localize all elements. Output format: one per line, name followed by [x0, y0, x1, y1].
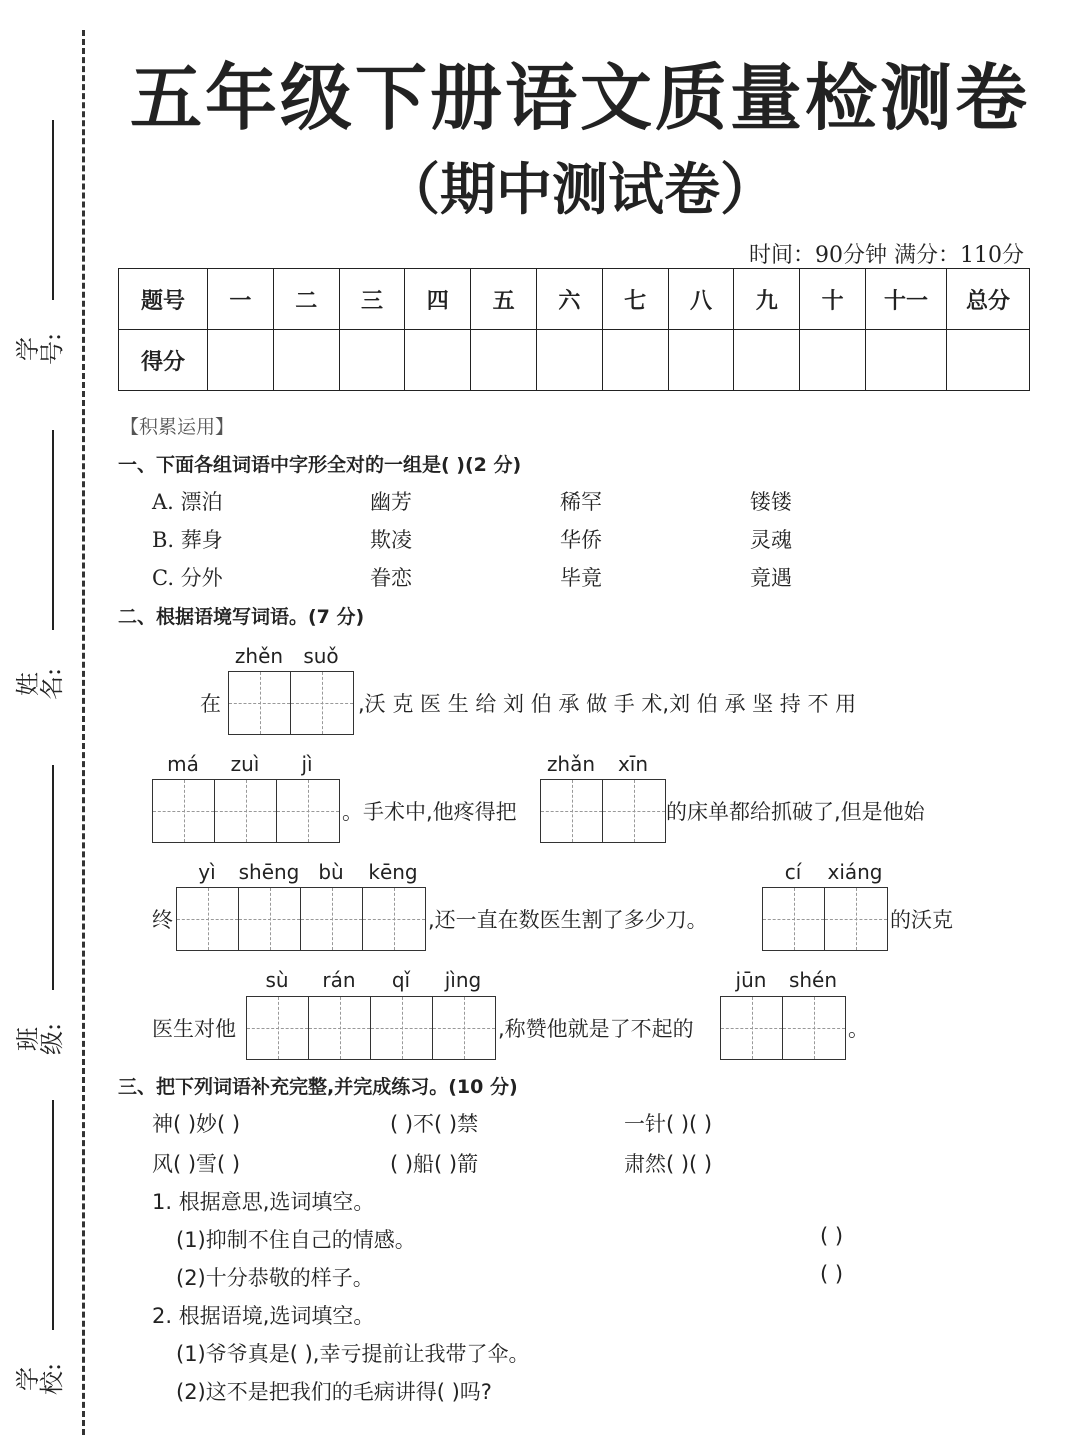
score-row-label: 得分 — [119, 330, 208, 391]
q1-option: 灵魂 — [750, 528, 792, 552]
q2-text: 终 — [152, 908, 173, 932]
pinyin: sù — [265, 968, 289, 992]
page-subtitle: （期中测试卷） — [384, 157, 776, 223]
q1-option: 欺凌 — [370, 528, 412, 552]
q3-sub2-item[interactable]: (2)这不是把我们的毛病讲得( )吗? — [176, 1380, 492, 1404]
answer-paren[interactable]: ( ) — [820, 1224, 844, 1248]
score-cell[interactable] — [208, 330, 274, 391]
score-cell[interactable] — [602, 330, 668, 391]
writing-grid[interactable] — [152, 779, 340, 843]
pinyin: yì — [198, 860, 216, 884]
q3-fill-item[interactable]: 肃然( )( ) — [624, 1152, 713, 1176]
score-header-cell: 总分 — [947, 269, 1030, 330]
q3-sub2: 2. 根据语境,选词填空。 — [152, 1304, 375, 1328]
score-header-cell: 四 — [405, 269, 471, 330]
writing-grid[interactable] — [540, 779, 666, 843]
q1-option: 镂镂 — [750, 490, 792, 514]
q2-text: 。手术中,他疼得把 — [342, 800, 517, 824]
score-header-cell: 九 — [734, 269, 800, 330]
score-cell[interactable] — [405, 330, 471, 391]
pinyin: zhěn — [234, 644, 284, 668]
q3-fill-item[interactable]: 一针( )( ) — [624, 1112, 713, 1136]
q3-sub1-item: (2)十分恭敬的样子。 — [176, 1266, 374, 1290]
q3-sub1-item: (1)抑制不住自己的情感。 — [176, 1228, 416, 1252]
q1-option: 稀罕 — [560, 490, 602, 514]
q1-option: 幽芳 — [370, 490, 412, 514]
score-cell[interactable] — [947, 330, 1030, 391]
q2-text: 医生对他 — [152, 1017, 236, 1041]
q3-sub2-item[interactable]: (1)爷爷真是( ),幸亏提前让我带了伞。 — [176, 1342, 530, 1366]
student-no-label: 学号: — [14, 332, 66, 366]
pinyin: zuì — [230, 752, 260, 776]
pinyin: má — [167, 752, 199, 776]
q3-fill-item[interactable]: 风( )雪( ) — [152, 1152, 241, 1176]
school-line — [52, 1100, 54, 1330]
score-cell[interactable] — [273, 330, 339, 391]
score-cell[interactable] — [800, 330, 866, 391]
score-header-row — [119, 269, 1030, 330]
pinyin: qǐ — [391, 968, 411, 992]
score-header-cell: 十一 — [866, 269, 947, 330]
q2-title: 二、根据语境写词语。(7 分) — [118, 606, 365, 628]
pinyin: zhǎn — [546, 752, 596, 776]
score-cell[interactable] — [339, 330, 405, 391]
pinyin: shēng — [238, 860, 300, 884]
writing-grid[interactable] — [762, 887, 888, 951]
score-cell[interactable] — [471, 330, 537, 391]
q1-option: C. 分外 — [152, 566, 223, 590]
score-table — [118, 268, 1030, 391]
pinyin: jì — [301, 752, 313, 776]
q2-text: ,沃 克 医 生 给 刘 伯 承 做 手 术,刘 伯 承 坚 持 不 用 — [358, 692, 857, 716]
q2-text: 。 — [848, 1017, 869, 1041]
q3-fill-item[interactable]: 神( )妙( ) — [152, 1112, 241, 1136]
class-line — [52, 765, 54, 990]
score-header-cell: 五 — [471, 269, 537, 330]
writing-grid[interactable] — [176, 887, 426, 951]
pinyin: rán — [322, 968, 356, 992]
q3-fill-item[interactable]: ( )船( )箭 — [390, 1152, 479, 1176]
score-header-cell: 题号 — [119, 269, 208, 330]
score-cell[interactable] — [866, 330, 947, 391]
score-header-cell: 七 — [602, 269, 668, 330]
score-header-cell: 六 — [536, 269, 602, 330]
pinyin: jūn — [735, 968, 767, 992]
q3-sub1: 1. 根据意思,选词填空。 — [152, 1190, 375, 1214]
answer-paren[interactable]: ( ) — [820, 1262, 844, 1286]
class-label: 班级: — [14, 1022, 66, 1056]
q2-text: ,还一直在数医生割了多少刀。 — [428, 908, 708, 932]
writing-grid[interactable] — [228, 671, 354, 735]
pinyin: kēng — [368, 860, 418, 884]
pinyin: cí — [784, 860, 802, 884]
pinyin: shén — [788, 968, 838, 992]
page-title: 五年级下册语文质量检测卷 — [129, 55, 1030, 140]
q3-fill-item[interactable]: ( )不( )禁 — [390, 1112, 479, 1136]
pinyin: bù — [318, 860, 344, 884]
school-label: 学校: — [14, 1362, 66, 1396]
score-header-cell: 八 — [668, 269, 734, 330]
pinyin: suǒ — [303, 644, 339, 668]
pinyin: xiáng — [827, 860, 883, 884]
name-line — [52, 430, 54, 630]
q1-option: 眷恋 — [370, 566, 412, 590]
pinyin: jìng — [444, 968, 482, 992]
score-header-cell: 二 — [273, 269, 339, 330]
q2-text: 的床单都给抓破了,但是他始 — [666, 800, 925, 824]
name-label: 姓名: — [14, 667, 66, 701]
section-label: 【积累运用】 — [120, 416, 235, 438]
score-cell[interactable] — [734, 330, 800, 391]
score-value-row — [119, 330, 1030, 391]
q2-text: ,称赞他就是了不起的 — [498, 1017, 694, 1041]
q1-option: 华侨 — [560, 528, 602, 552]
score-cell[interactable] — [668, 330, 734, 391]
binding-dashed-line — [82, 30, 85, 1435]
writing-grid[interactable] — [246, 996, 496, 1060]
q2-text: 的沃克 — [890, 908, 953, 932]
q1-option: A. 漂泊 — [152, 490, 223, 514]
score-header-cell: 三 — [339, 269, 405, 330]
score-cell[interactable] — [536, 330, 602, 391]
score-header-cell: 十 — [800, 269, 866, 330]
q2-text: 在 — [200, 692, 221, 716]
exam-meta: 时间：90分钟 满分：110分 — [749, 243, 1024, 268]
q1-option: B. 葬身 — [152, 528, 223, 552]
q1-title: 一、下面各组词语中字形全对的一组是( )(2 分) — [118, 454, 522, 476]
q1-option: 毕竟 — [560, 566, 602, 590]
q3-title: 三、把下列词语补充完整,并完成练习。(10 分) — [118, 1076, 518, 1098]
writing-grid[interactable] — [720, 996, 846, 1060]
q1-option: 竟遇 — [750, 566, 792, 590]
score-header-cell: 一 — [208, 269, 274, 330]
pinyin: xīn — [617, 752, 649, 776]
